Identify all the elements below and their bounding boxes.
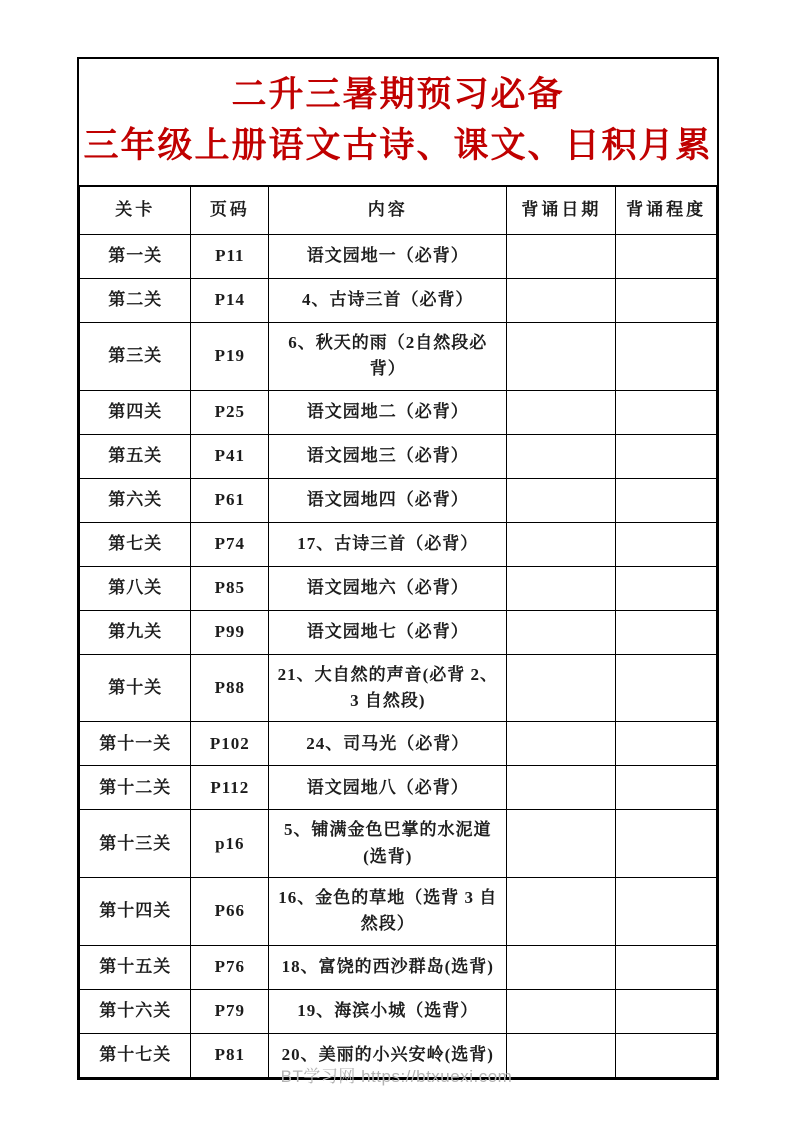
table-body [80,235,717,1078]
level-cell: 第六关 [80,478,191,522]
content-cell: 语文园地四（必背） [269,478,507,522]
content-cell: 4、古诗三首（必背） [269,279,507,323]
worksheet-table-box [77,57,719,1080]
table-header-row [80,187,717,235]
degree-cell [616,279,717,323]
level-cell: 第四关 [80,390,191,434]
degree-cell [616,878,717,946]
table-row [80,522,717,566]
table-row [80,235,717,279]
table-row [80,722,717,766]
date-cell [507,478,616,522]
page-cell: P11 [191,235,269,279]
level-cell: 第八关 [80,566,191,610]
content-cell: 21、大自然的声音(必背 2、3 自然段) [269,654,507,722]
degree-cell [616,945,717,989]
date-cell [507,434,616,478]
date-cell [507,279,616,323]
page-cell: P19 [191,323,269,391]
date-cell [507,945,616,989]
header-degree: 背诵程度 [616,187,717,235]
content-cell: 17、古诗三首（必背） [269,522,507,566]
table-row [80,989,717,1033]
title-line-2: 三年级上册语文古诗、课文、日积月累 [83,126,713,165]
table-row [80,434,717,478]
date-cell [507,654,616,722]
level-cell: 第十五关 [80,945,191,989]
degree-cell [616,235,717,279]
date-cell [507,323,616,391]
date-cell [507,566,616,610]
page-cell: P25 [191,390,269,434]
content-cell: 语文园地八（必背） [269,766,507,810]
page-cell: p16 [191,810,269,878]
page-cell: P79 [191,989,269,1033]
degree-cell [616,989,717,1033]
degree-cell [616,390,717,434]
table-row [80,279,717,323]
table-row [80,810,717,878]
page-cell: P74 [191,522,269,566]
header-page: 页码 [191,187,269,235]
page-cell: P99 [191,610,269,654]
degree-cell [616,478,717,522]
table-row [80,878,717,946]
page-cell: P81 [191,1033,269,1077]
table-header [80,187,717,235]
table-row [80,566,717,610]
content-cell: 20、美丽的小兴安岭(选背) [269,1033,507,1077]
content-cell: 语文园地三（必背） [269,434,507,478]
watermark-footer: BT学习网 https://btxuexi.com [280,1067,513,1086]
recitation-checklist-table [79,186,717,1078]
date-cell [507,766,616,810]
level-cell: 第十七关 [80,1033,191,1077]
content-cell: 语文园地七（必背） [269,610,507,654]
content-cell: 6、秋天的雨（2自然段必背） [269,323,507,391]
page-cell: P66 [191,878,269,946]
table-row [80,610,717,654]
content-cell: 语文园地六（必背） [269,566,507,610]
degree-cell [616,722,717,766]
degree-cell [616,654,717,722]
header-date: 背诵日期 [507,187,616,235]
table-row [80,390,717,434]
level-cell: 第十一关 [80,722,191,766]
content-cell: 19、海滨小城（选背） [269,989,507,1033]
page-cell: P102 [191,722,269,766]
table-row [80,478,717,522]
header-level: 关卡 [80,187,191,235]
header-content: 内容 [269,187,507,235]
level-cell: 第一关 [80,235,191,279]
title-line-1: 二升三暑期预习必备 [231,75,565,114]
table-row [80,766,717,810]
date-cell [507,878,616,946]
level-cell: 第十二关 [80,766,191,810]
date-cell [507,235,616,279]
table-row [80,654,717,722]
page-cell: P41 [191,434,269,478]
content-cell: 24、司马光（必背） [269,722,507,766]
date-cell [507,989,616,1033]
content-cell: 语文园地一（必背） [269,235,507,279]
level-cell: 第九关 [80,610,191,654]
level-cell: 第十六关 [80,989,191,1033]
level-cell: 第五关 [80,434,191,478]
level-cell: 第十四关 [80,878,191,946]
degree-cell [616,810,717,878]
degree-cell [616,766,717,810]
date-cell [507,610,616,654]
page-cell: P76 [191,945,269,989]
level-cell: 第七关 [80,522,191,566]
table-row [80,945,717,989]
title-block [79,59,717,186]
level-cell: 第二关 [80,279,191,323]
degree-cell [616,434,717,478]
degree-cell [616,566,717,610]
page-cell: P112 [191,766,269,810]
date-cell [507,390,616,434]
table-row [80,323,717,391]
level-cell: 第十关 [80,654,191,722]
date-cell [507,722,616,766]
page-cell: P88 [191,654,269,722]
level-cell: 第三关 [80,323,191,391]
level-cell: 第十三关 [80,810,191,878]
content-cell: 18、富饶的西沙群岛(选背) [269,945,507,989]
content-cell: 5、铺满金色巴掌的水泥道 (选背) [269,810,507,878]
degree-cell [616,323,717,391]
degree-cell [616,522,717,566]
date-cell [507,522,616,566]
content-cell: 语文园地二（必背） [269,390,507,434]
page-cell: P14 [191,279,269,323]
page-cell: P85 [191,566,269,610]
degree-cell [616,610,717,654]
page-cell: P61 [191,478,269,522]
content-cell: 16、金色的草地（选背 3 自然段） [269,878,507,946]
date-cell [507,810,616,878]
